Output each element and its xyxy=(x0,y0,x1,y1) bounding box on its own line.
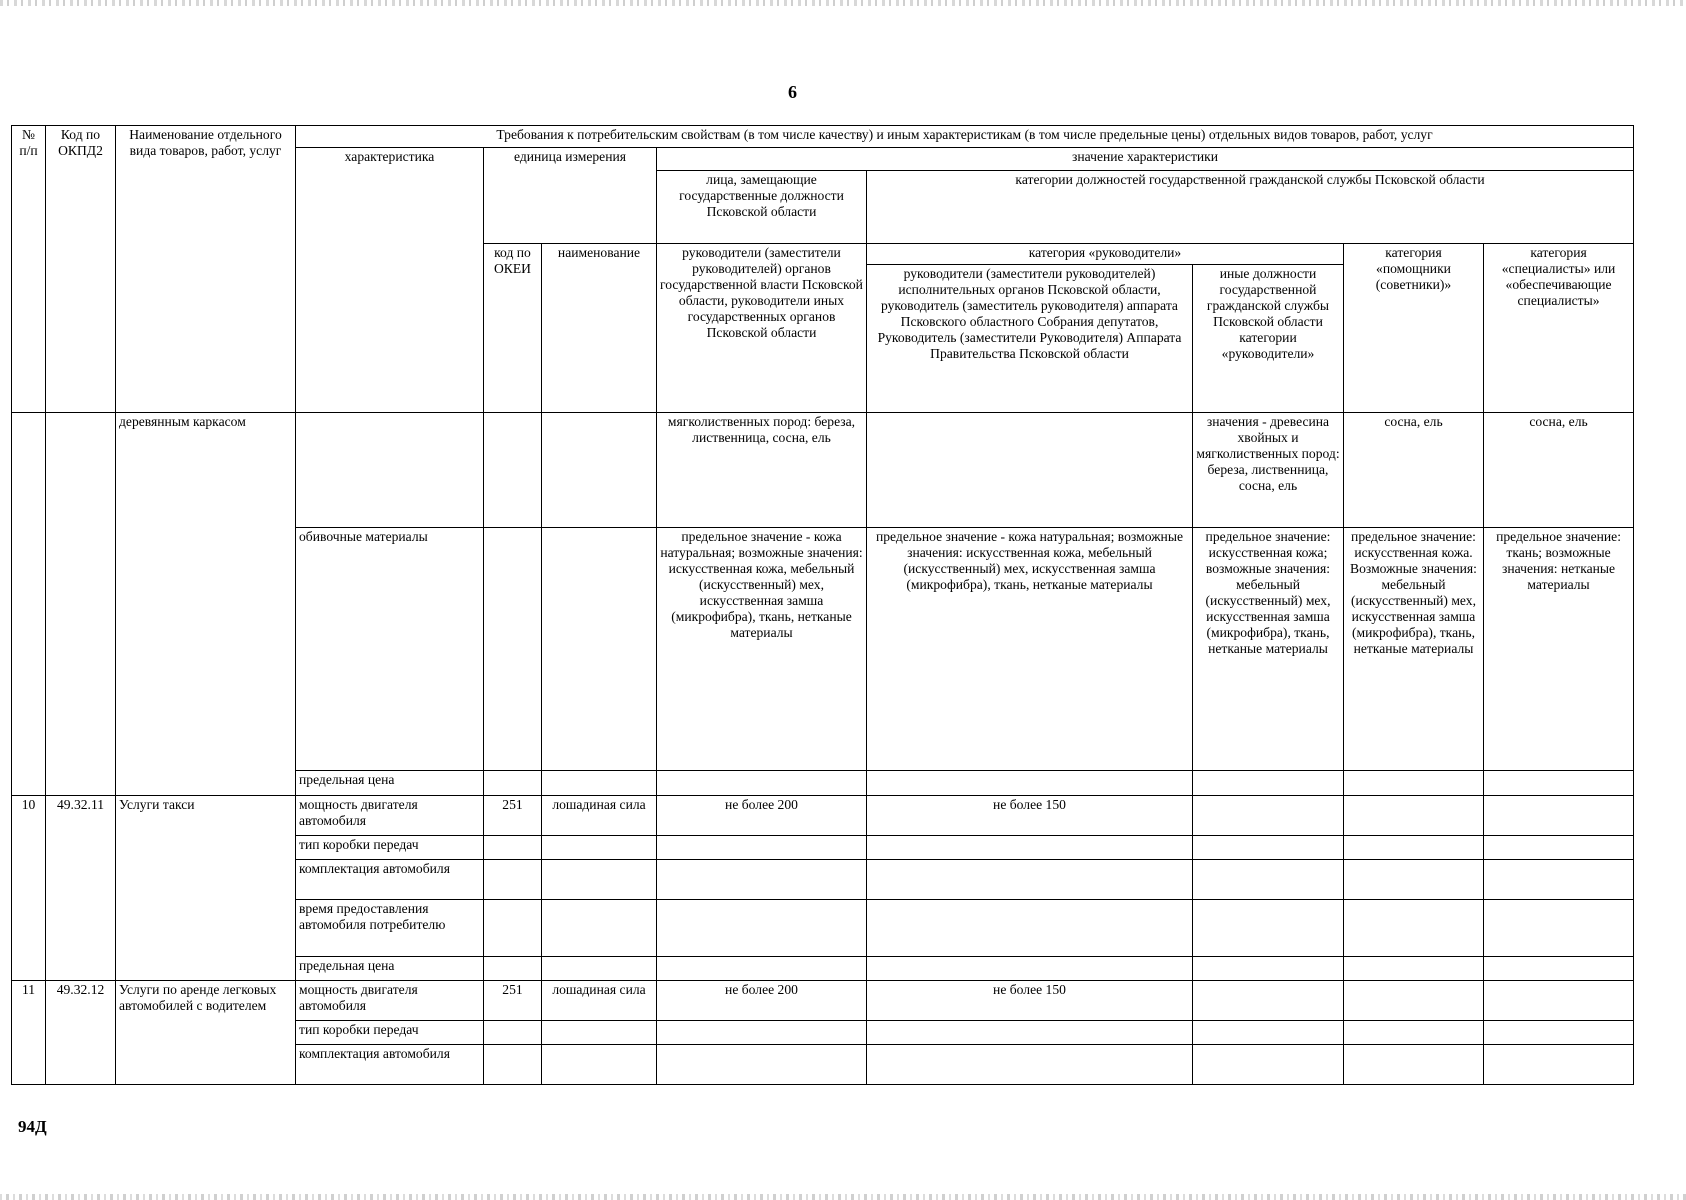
characteristic-cell: комплектация автомобиля xyxy=(296,860,484,900)
continued-item-name: деревянным каркасом xyxy=(116,413,296,796)
row-name: Услуги такси xyxy=(116,796,296,981)
table-row xyxy=(12,413,1634,528)
header-heads-exec: руководители (заместители руководителей) исполнительных органов Псковской области, руководитель (заместитель руководителя) аппарата Псковского областного Собрания депутатов, Руководитель (заместители Руководителя) Аппарата Правительства Псковской области xyxy=(867,265,1193,413)
table-row xyxy=(12,981,1634,1021)
okei-cell: 251 xyxy=(484,981,542,1021)
frame-other: значения - древесина хвойных и мягколиственных пород: береза, лиственница, сосна, ель xyxy=(1193,413,1344,528)
page-number: 6 xyxy=(788,82,797,102)
header-row-1 xyxy=(12,126,1634,148)
header-cat-heads: категория «руководители» xyxy=(867,244,1344,265)
row-number: 11 xyxy=(12,981,46,1085)
header-unit-name: наименование xyxy=(542,244,657,413)
header-characteristic: характеристика xyxy=(296,148,484,413)
header-other-heads: иные должности государственной гражданской службы Псковской области категории «руководители» xyxy=(1193,265,1344,413)
header-heads-gov: руководители (заместители руководителей) органов государственной власти Псковской области, руководители иных государственных органов Псковской области xyxy=(657,244,867,413)
header-number: № п/п xyxy=(12,126,46,413)
heads-exec-value-cell: не более 150 xyxy=(867,796,1193,836)
upholstery-other: предельное значение: искусственная кожа; возможные значения: мебельный (искусственный) мех, искусственная замша (микрофибра), ткань, нетканые материалы xyxy=(1193,528,1344,771)
characteristic-cell: время предоставления автомобиля потребителю xyxy=(296,900,484,957)
characteristic-cell: тип коробки передач xyxy=(296,836,484,860)
characteristic-cell: мощность двигателя автомобиля xyxy=(296,796,484,836)
persons-value-cell: не более 200 xyxy=(657,981,867,1021)
persons-value-cell: не более 200 xyxy=(657,796,867,836)
requirements-table xyxy=(11,125,1634,1085)
upholstery-persons: предельное значение - кожа натуральная; возможные значения: искусственная кожа, мебельный (искусственный) мех, искусственная замша (микрофибра), ткань, нетканые материалы xyxy=(657,528,867,771)
scan-edge-top xyxy=(0,0,1686,6)
header-code: Код по ОКПД2 xyxy=(46,126,116,413)
frame-persons: мягколиственных пород: береза, лиственница, сосна, ель xyxy=(657,413,867,528)
row-code: 49.32.12 xyxy=(46,981,116,1085)
document-code: 94Д xyxy=(18,1117,47,1136)
header-cat-assist: категория «помощники (советники)» xyxy=(1344,244,1484,413)
frame-spec: сосна, ель xyxy=(1484,413,1634,528)
characteristic-cell: предельная цена xyxy=(296,957,484,981)
table-row xyxy=(12,796,1634,836)
scan-edge-bottom xyxy=(0,1194,1686,1200)
header-persons: лица, замещающие государственные должности Псковской области xyxy=(657,171,867,244)
row-number: 10 xyxy=(12,796,46,981)
heads-exec-value-cell: не более 150 xyxy=(867,981,1193,1021)
upholstery-char: обивочные материалы xyxy=(296,528,484,771)
row-name: Услуги по аренде легковых автомобилей с водителем xyxy=(116,981,296,1085)
header-cat-spec: категория «специалисты» или «обеспечивающие специалисты» xyxy=(1484,244,1634,413)
frame-heads-exec xyxy=(867,413,1193,528)
characteristic-cell: комплектация автомобиля xyxy=(296,1045,484,1085)
price-char: предельная цена xyxy=(296,771,484,796)
upholstery-heads-exec: предельное значение - кожа натуральная; возможные значения: искусственная кожа, мебельный (искусственный) мех, искусственная замша (микрофибра), ткань, нетканые материалы xyxy=(867,528,1193,771)
row-code: 49.32.11 xyxy=(46,796,116,981)
frame-assist: сосна, ель xyxy=(1344,413,1484,528)
header-requirements: Требования к потребительским свойствам (в том числе качеству) и иным характеристикам (в том числе предельные цены) отдельных видов товаров, работ, услуг xyxy=(296,126,1634,148)
unit-cell: лошадиная сила xyxy=(542,796,657,836)
upholstery-assist: предельное значение: искусственная кожа. Возможные значения: мебельный (искусственный) мех, искусственная замша (микрофибра), ткань, нетканые материалы xyxy=(1344,528,1484,771)
upholstery-spec: предельное значение: ткань; возможные значения: нетканые материалы xyxy=(1484,528,1634,771)
characteristic-cell: тип коробки передач xyxy=(296,1021,484,1045)
characteristic-cell: мощность двигателя автомобиля xyxy=(296,981,484,1021)
header-categories: категории должностей государственной гражданской службы Псковской области xyxy=(867,171,1634,244)
header-okei: код по ОКЕИ xyxy=(484,244,542,413)
header-name: Наименование отдельного вида товаров, работ, услуг xyxy=(116,126,296,413)
header-unit: единица измерения xyxy=(484,148,657,244)
okei-cell: 251 xyxy=(484,796,542,836)
unit-cell: лошадиная сила xyxy=(542,981,657,1021)
header-value: значение характеристики xyxy=(657,148,1634,171)
